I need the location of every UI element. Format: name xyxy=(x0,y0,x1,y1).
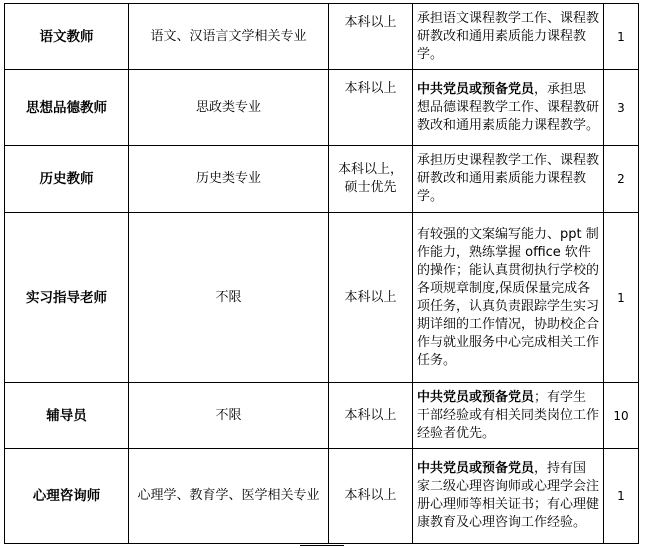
education-level: 本科以上 xyxy=(329,70,413,146)
duty-text: ，持有国家二级心理咨询师或心理学会注册心理师等相关证书；有心理健康教育及心理咨询工作经验。 xyxy=(417,461,600,530)
duty-text: 承担语文课程教学工作、课程教研教改和通用素质能力课程教学。 xyxy=(417,10,600,62)
duty-text: 承担历史课程教学工作、课程教研教改和通用素质能力课程教学。 xyxy=(417,153,600,204)
major-requirement: 语文、汉语言文学相关专业 xyxy=(129,4,329,70)
duty-bold: 中共党员或预备党员 xyxy=(417,389,535,405)
major-requirement: 不限 xyxy=(129,383,329,449)
divider xyxy=(300,545,344,546)
position-title: 辅导员 xyxy=(5,383,129,449)
table-row xyxy=(5,70,639,146)
table-row xyxy=(5,4,639,70)
job-duty xyxy=(413,213,604,383)
headcount: 1 xyxy=(604,449,639,544)
job-duty xyxy=(413,4,604,70)
position-title: 心理咨询师 xyxy=(5,449,129,544)
duty-bold: 中共党员或预备党员 xyxy=(417,81,535,97)
job-duty xyxy=(413,70,604,146)
duty-text: ；有学生干部经验或有相关同类岗位工作经验者优先。 xyxy=(417,389,600,441)
headcount: 1 xyxy=(604,4,639,70)
duty-bold: 中共党员或预备党员 xyxy=(417,461,535,476)
headcount: 10 xyxy=(604,383,639,449)
job-duty xyxy=(413,383,604,449)
education-level: 本科以上 xyxy=(329,213,413,383)
duty-text: ，承担思想品德课程教学工作、课程教研教改和通用素质能力课程教学。 xyxy=(417,81,600,133)
headcount: 1 xyxy=(604,213,639,383)
education-level: 本科以上，硕士优先 xyxy=(329,146,413,213)
position-title: 思想品德教师 xyxy=(5,70,129,146)
table-row xyxy=(5,449,639,544)
major-requirement: 历史类专业 xyxy=(129,146,329,213)
major-requirement: 心理学、教育学、医学相关专业 xyxy=(129,449,329,544)
job-duty xyxy=(413,146,604,213)
table-row xyxy=(5,383,639,449)
education-level: 本科以上 xyxy=(329,383,413,449)
recruitment-table xyxy=(4,3,639,544)
headcount: 2 xyxy=(604,146,639,213)
position-title: 语文教师 xyxy=(5,4,129,70)
position-title: 历史教师 xyxy=(5,146,129,213)
table-row xyxy=(5,146,639,213)
major-requirement: 思政类专业 xyxy=(129,70,329,146)
major-requirement: 不限 xyxy=(129,213,329,383)
education-level: 本科以上 xyxy=(329,4,413,70)
job-duty xyxy=(413,449,604,544)
education-level: 本科以上 xyxy=(329,449,413,544)
position-title: 实习指导老师 xyxy=(5,213,129,383)
table-row xyxy=(5,213,639,383)
headcount: 3 xyxy=(604,70,639,146)
duty-text: 有较强的文案编写能力、ppt 制作能力，熟练掌握 office 软件的操作；能认真贯彻执行学校的各项规章制度,保质保量完成各项任务，认真负责跟踪学生实习期详细的工作情况，协助校企合作与就业服务中心完成相关工作任务。 xyxy=(417,226,600,368)
